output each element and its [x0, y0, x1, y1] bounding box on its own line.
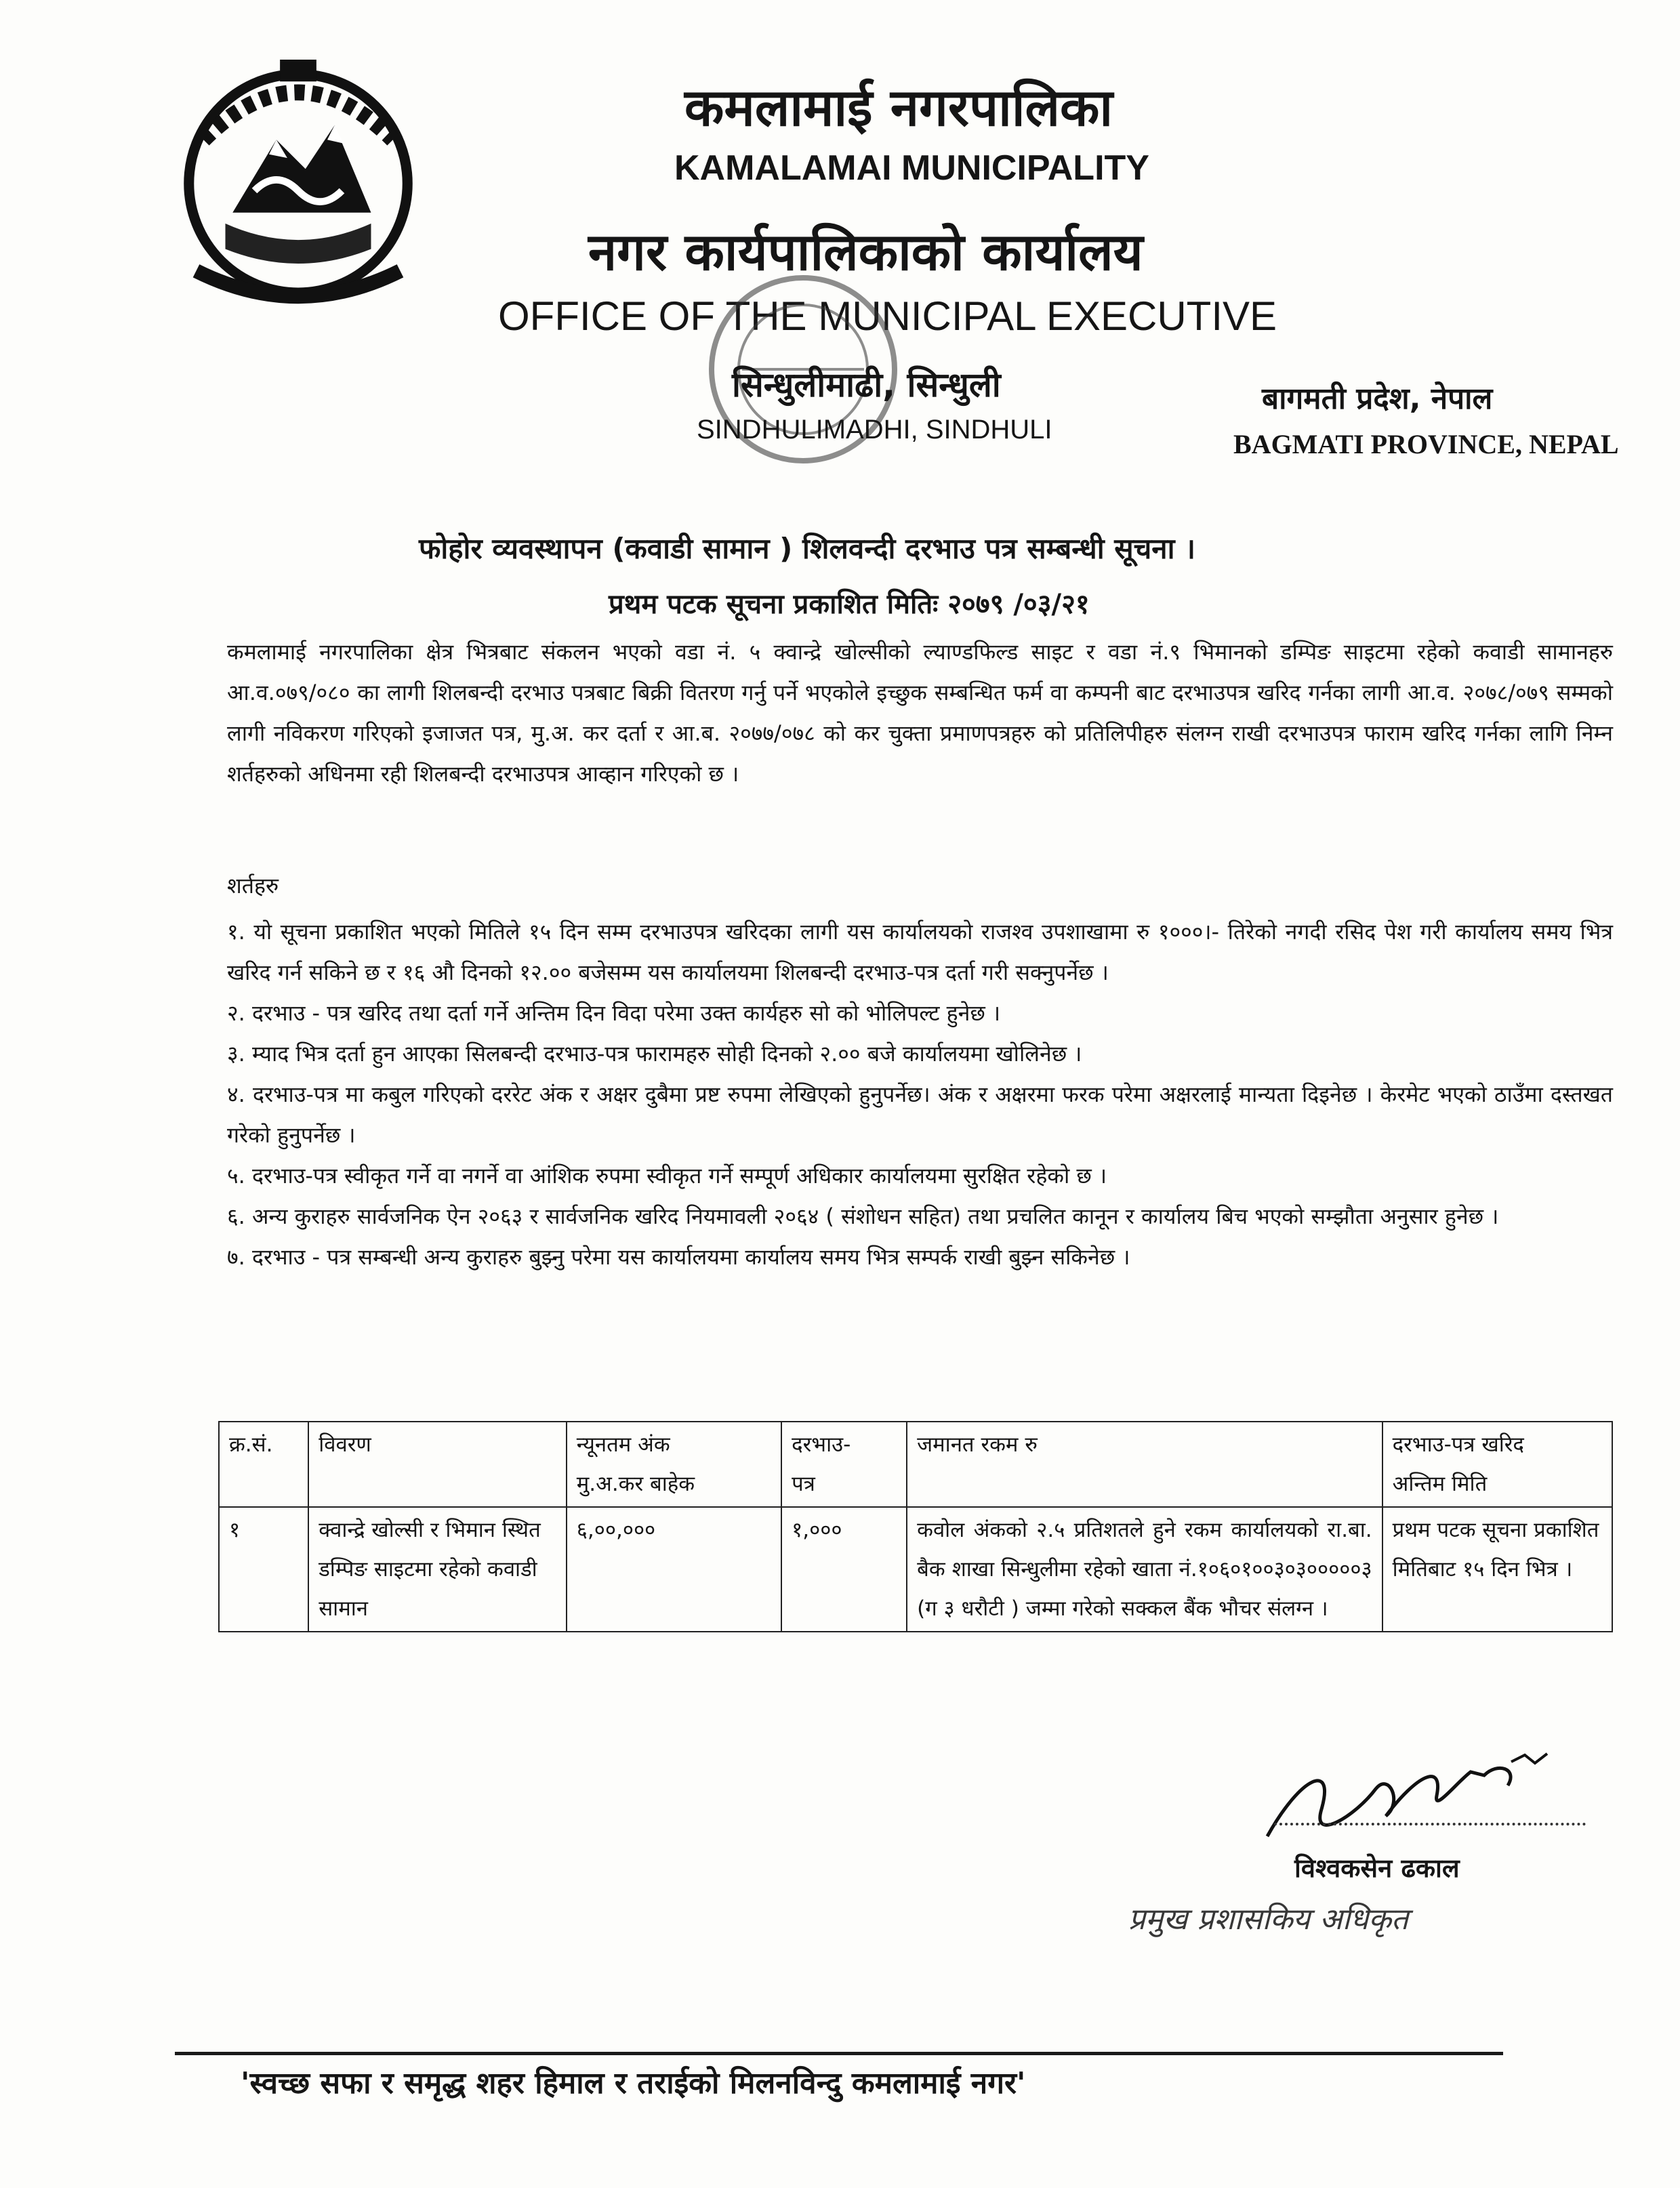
location-en: SINDHULIMADHI, SINDHULI — [697, 415, 1052, 445]
header-form-fee — [781, 1422, 907, 1507]
location-np: सिन्धुलीमाढी, सिन्धुली — [732, 365, 1001, 405]
header-min-amount — [567, 1422, 781, 1507]
header-min-amount-line1: न्यूनतम अंक — [576, 1432, 670, 1457]
term-item: ७. दरभाउ - पत्र सम्बन्धी अन्य कुराहरु बुझ्नु परेमा यस कार्यालयमा कार्यालय समय भित्र सम्पर्क राखी बुझ्न सकिनेछ । — [227, 1244, 1130, 1270]
province-np: बागमती प्रदेश, नेपाल — [1262, 381, 1493, 416]
municipality-name-en: KAMALAMAI MUNICIPALITY — [674, 148, 1149, 188]
term-item: ३. म्याद भित्र दर्ता हुन आएका सिलबन्दी दरभाउ-पत्र फारामहरु सोही दिनको २.०० बजे कार्यालयमा खोलिनेछ । — [227, 1041, 1082, 1067]
header-deadline — [1382, 1422, 1612, 1507]
cell-deadline: प्रथम पटक सूचना प्रकाशित मितिबाट १५ दिन भित्र । — [1382, 1507, 1612, 1632]
notice-intro: कमलामाई नगरपालिका क्षेत्र भित्रबाट संकलन भएको वडा नं. ५ क्वान्द्रे खोल्सीको ल्याण्डफिल्ड साइट र वडा नं.९ भिमानको डम्पिङ साइटमा रहेको कवाडी सामानहरु आ.व.०७९/०८० का लागी शिलबन्दी दरभाउ पत्रबाट बिक्री वितरण गर्नु पर्ने भएकोले इच्छुक सम्बन्धित फर्म वा कम्पनी बाट दरभाउपत्र खरिद गर्नका लागी आ.व. २०७८/०७९ सम्मको लागी नविकरण गरिएको इजाजत पत्र, मु.अ. कर दर्ता र आ.ब. २०७७/०७८ को कर चुक्ता प्रमाणपत्रहरु को प्रतिलिपीहरु संलग्न राखी दरभाउपत्र फाराम खरिद गर्नका लागि निम्न शर्तहरुको अधिनमा रही शिलबन्दी दरभाउपत्र आव्हान गरिएको छ । — [227, 639, 1613, 787]
header-deadline-line2: अन्तिम मिति — [1392, 1472, 1488, 1496]
cell-form-fee: १,००० — [781, 1507, 907, 1632]
terms-heading: शर्तहरु — [227, 873, 279, 899]
header-form-fee-line2: पत्र — [792, 1472, 815, 1496]
header-description: विवरण — [308, 1422, 567, 1507]
header-sn: क्र.सं. — [219, 1422, 308, 1507]
signatory-name: विश्वकसेन ढकाल — [1294, 1853, 1460, 1883]
table-row — [219, 1507, 1612, 1632]
cell-min-amount: ६,००,००० — [567, 1507, 781, 1632]
municipality-name-np: कमलामाई नगरपालिका — [684, 77, 1113, 138]
office-name-np: नगर कार्यपालिकाको कार्यालय — [588, 222, 1143, 282]
province-en: BAGMATI PROVINCE, NEPAL — [1233, 429, 1619, 459]
header-deadline-line1: दरभाउ-पत्र खरिद — [1392, 1432, 1524, 1457]
header-deposit: जमानत रकम रु — [907, 1422, 1382, 1507]
term-item: ५. दरभाउ-पत्र स्वीकृत गर्ने वा नगर्ने वा आंशिक रुपमा स्वीकृत गर्ने सम्पूर्ण अधिकार कार्यालयमा सुरक्षित रहेको छ । — [227, 1163, 1107, 1189]
table-header-row — [219, 1422, 1612, 1507]
notice-title: फोहोर व्यवस्थापन (कवाडी सामान ) शिलवन्दी दरभाउ पत्र सम्बन्धी सूचना । — [419, 532, 1195, 565]
header-min-amount-line2: मु.अ.कर बाहेक — [576, 1472, 695, 1496]
term-item: ६. अन्य कुराहरु सार्वजनिक ऐन २०६३ र सार्वजनिक खरिद नियमावली २०६४ ( संशोधन सहित) तथा प्रचलित कानून र कार्यालय बिच भएको सम्झौता अनुसार हुनेछ । — [227, 1203, 1499, 1229]
terms-list — [227, 911, 1613, 1277]
tender-table — [218, 1421, 1613, 1632]
footer-divider — [175, 2052, 1503, 2055]
cell-sn: १ — [219, 1507, 308, 1632]
header-form-fee-line1: दरभाउ- — [792, 1432, 851, 1457]
footer-slogan: 'स्वच्छ सफा र समृद्ध शहर हिमाल र तराईको मिलनविन्दु कमलामाई नगर' — [241, 2066, 1026, 2101]
term-item: ४. दरभाउ-पत्र मा कबुल गरिएको दररेट अंक र अक्षर दुबैमा प्रष्ट रुपमा लेखिएको हुनुपर्नेछ। अंक र अक्षरमा फरक परेमा अक्षरलाई मान्यता दिइनेछ । केरमेट भएको ठाउँमा दस्तखत गरेको हुनुपर्नेछ । — [227, 1081, 1613, 1148]
cell-description: क्वान्द्रे खोल्सी र भिमान स्थित डम्पिङ साइटमा रहेको कवाडी सामान — [308, 1507, 567, 1632]
cell-deposit: कवोल अंकको २.५ प्रतिशतले हुने रकम कार्यालयको रा.बा. बैक शाखा सिन्धुलीमा रहेको खाता नं.१०६०१००३०३०००००३ (ग ३ धरौटी ) जम्मा गरेको सक्कल बैंक भौचर संलग्न । — [907, 1507, 1382, 1632]
signatory-title: प्रमुख प्रशासकिय अधिकृत — [1128, 1902, 1409, 1937]
notice-subtitle: प्रथम पटक सूचना प्रकाशित मितिः २०७९ /०३/२१ — [609, 589, 1090, 620]
signature-line — [1274, 1823, 1586, 1825]
term-item: २. दरभाउ - पत्र खरिद तथा दर्ता गर्ने अन्तिम दिन विदा परेमा उक्त कार्यहरु सो को भोलिपल्ट हुनेछ । — [227, 1000, 1001, 1026]
term-item: १. यो सूचना प्रकाशित भएको मितिले १५ दिन सम्म दरभाउपत्र खरिदका लागी यस कार्यालयको राजश्व उपशाखामा रु १०००।- तिरेको नगदी रसिद पेश गरी कार्यालय समय भित्र खरिद गर्न सकिने छ र १६ औ दिनको १२.०० बजेसम्म यस कार्यालयमा शिलबन्दी दरभाउ-पत्र दर्ता गरी सक्नुपर्नेछ । — [227, 919, 1613, 985]
nepal-emblem-icon — [152, 30, 444, 322]
office-name-en: OFFICE OF THE MUNICIPAL EXECUTIVE — [498, 293, 1277, 339]
